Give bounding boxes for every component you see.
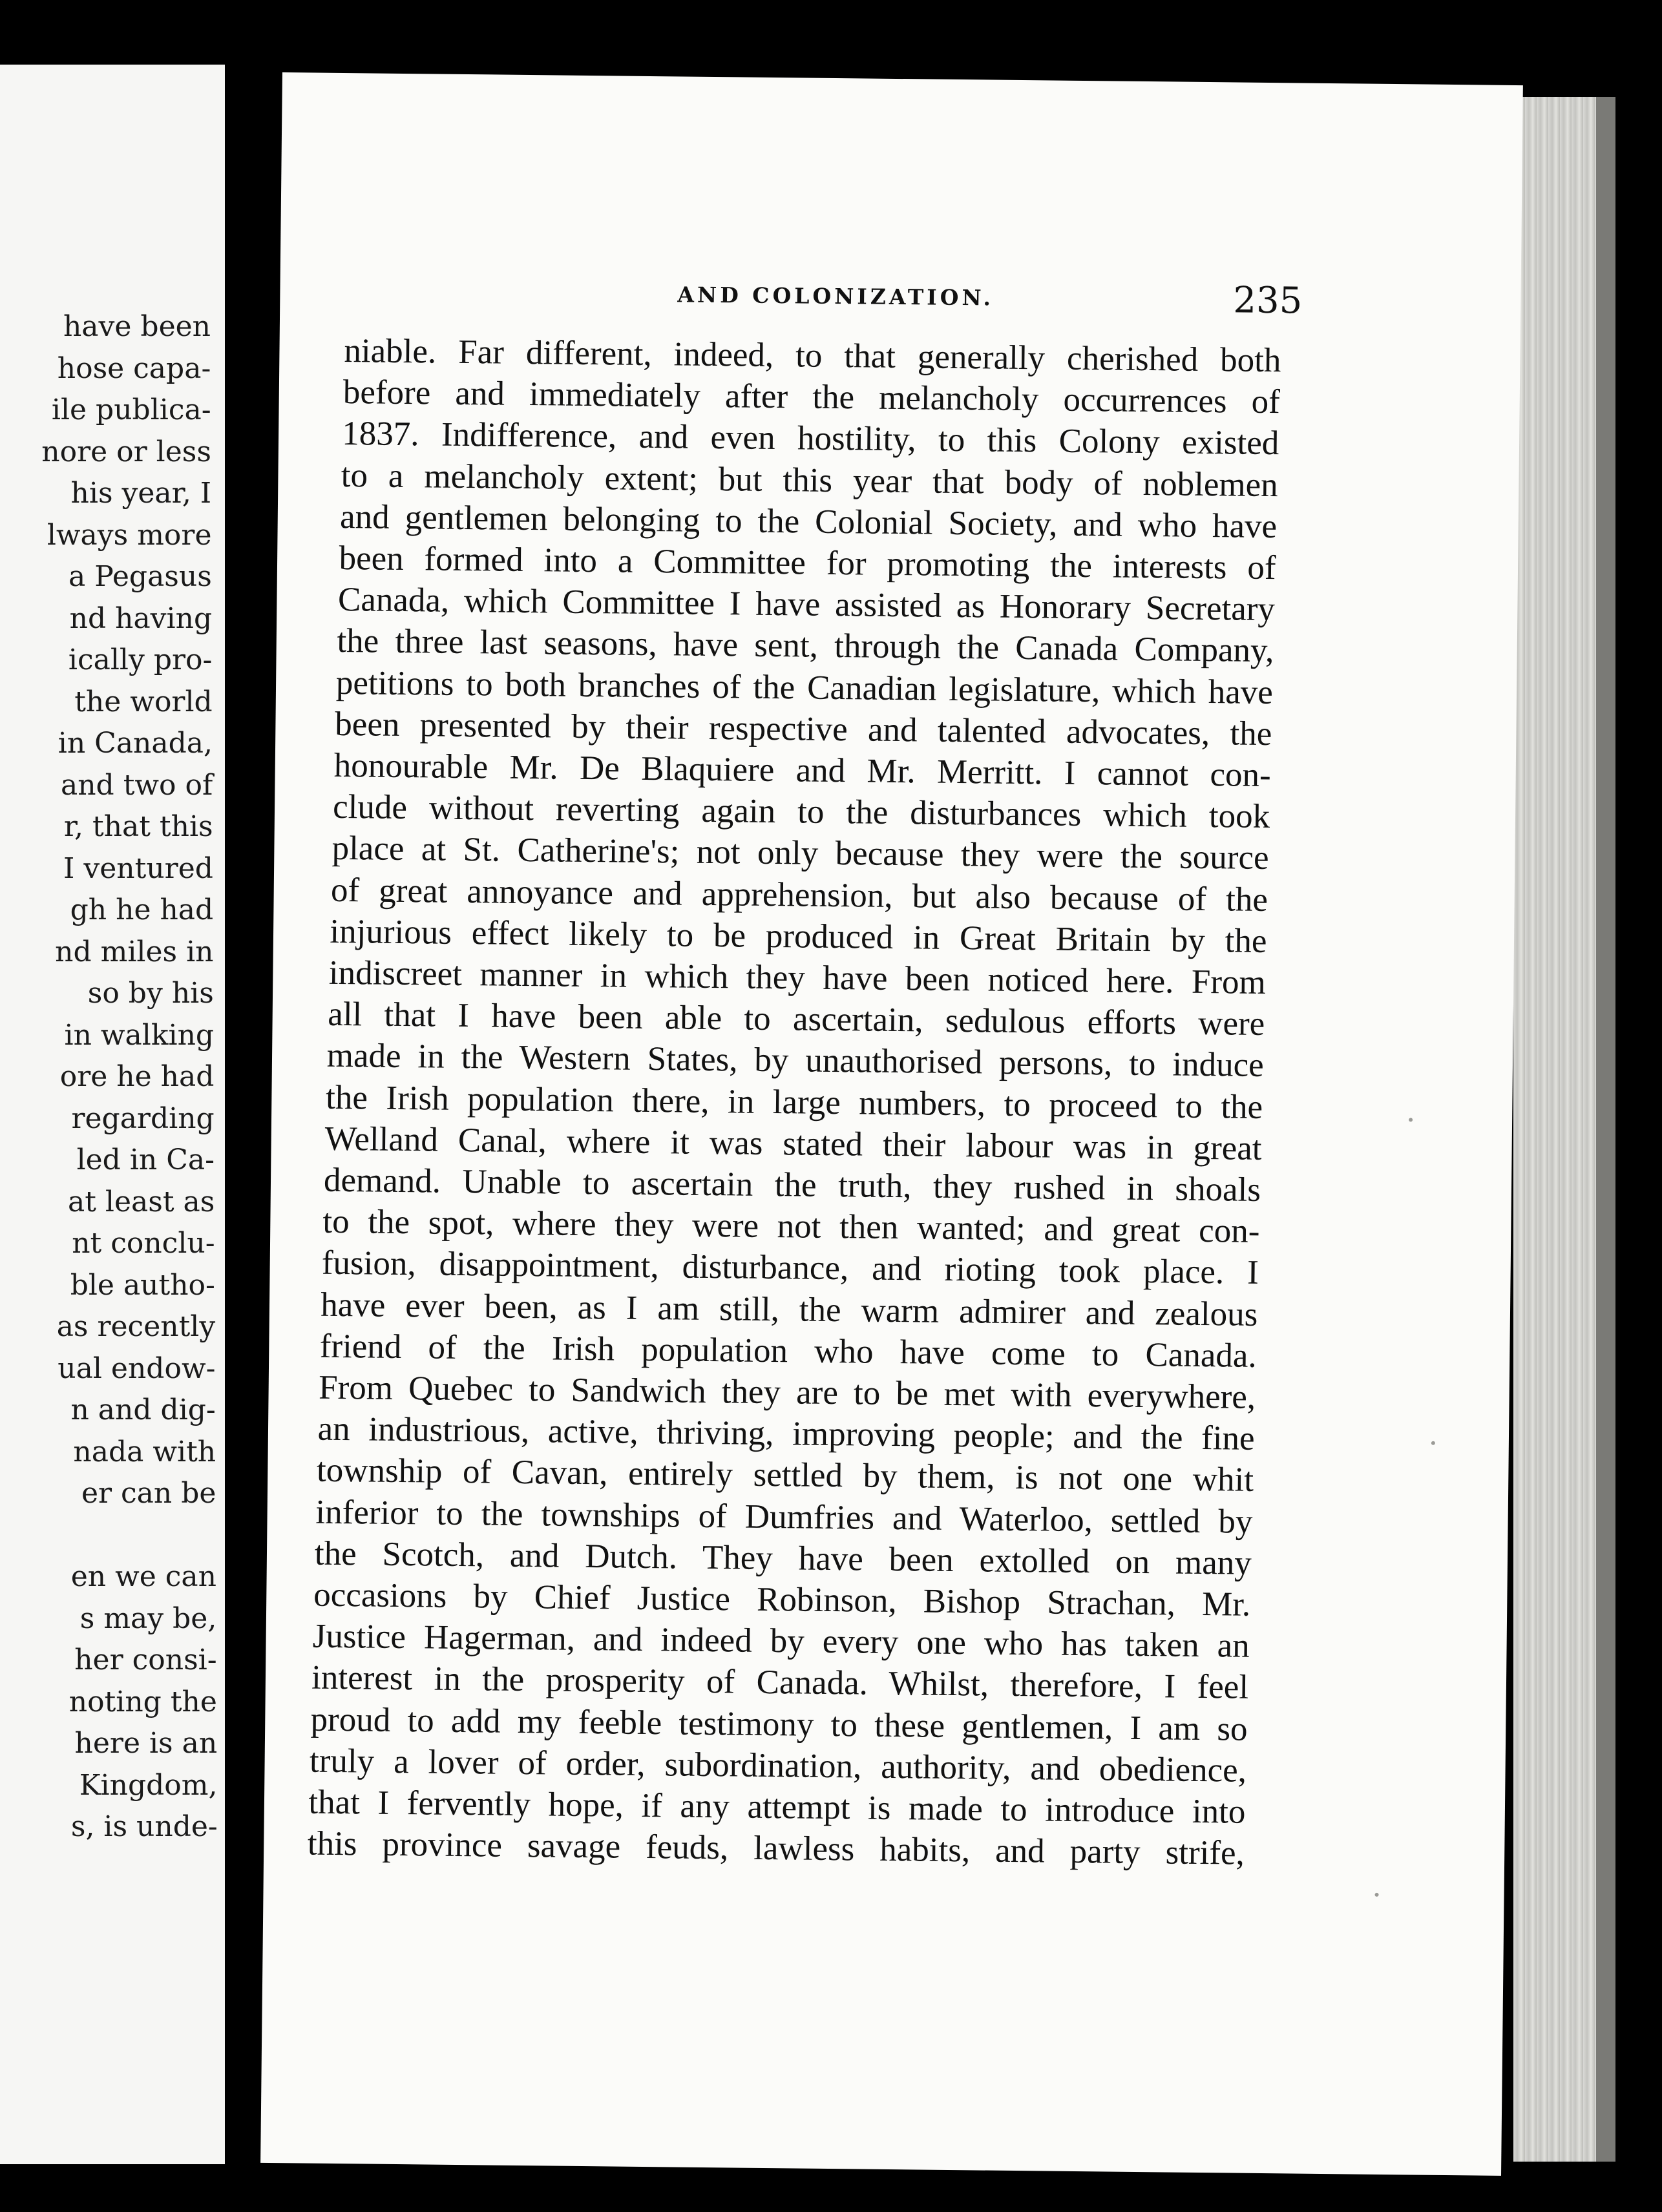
body-line: Welland Canal, where it was stated their labour was in great: [324, 1120, 1262, 1167]
body-line: petitions to both branches of the Canadian legislature, which have: [335, 663, 1274, 711]
left-page-line: gh he had: [70, 893, 214, 926]
left-page-line: a Pegasus: [68, 560, 212, 593]
right-page: [260, 72, 1523, 2176]
body-line: 1837. Indifference, and even hostility, to this Colony existed: [342, 415, 1279, 463]
body-line: have ever been, as I am still, the warm admirer and zealous: [321, 1286, 1258, 1333]
left-page-line: I ventured: [63, 851, 213, 885]
body-line: to the spot, where they were not then wanted; and great con-: [322, 1202, 1260, 1251]
left-page-line: en we can: [70, 1560, 216, 1593]
left-page-line: the world: [74, 685, 213, 718]
body-line: the three last seasons, have sent, through the Canada Company,: [337, 622, 1274, 670]
left-page-line: nt conclu-: [72, 1227, 215, 1260]
left-page-line: lways more: [47, 518, 212, 552]
left-page-line: her consi-: [74, 1643, 217, 1676]
body-line: and gentlemen belonging to the Colonial Society, and who have: [339, 497, 1278, 545]
left-page: [0, 65, 225, 2164]
body-line: the Irish population there, in large numbers, to proceed to the: [325, 1078, 1263, 1126]
left-page-line: nore or less: [41, 435, 211, 468]
body-line: truly a lover of order, subordination, authority, and obedience,: [309, 1742, 1247, 1789]
left-page-line: at least as: [68, 1185, 215, 1218]
left-page-line: nada with: [73, 1435, 216, 1468]
left-page-line: hose capa-: [57, 351, 211, 385]
body-line: Justice Hagerman, and indeed by every one who has taken an: [312, 1617, 1250, 1665]
paper-speck: [1375, 1893, 1379, 1897]
body-line: friend of the Irish population who have come to Canada.: [319, 1327, 1257, 1375]
left-page-line: r, that this: [63, 810, 213, 843]
left-page-line: in Canada,: [58, 727, 213, 760]
left-page-line: s, is unde-: [70, 1810, 218, 1843]
left-page-line: have been: [63, 310, 211, 343]
body-line: before and immediately after the melancholy occurrences of: [342, 373, 1281, 421]
left-page-line: ile publica-: [51, 393, 211, 426]
body-line: fusion, disappointment, disturbance, and rioting took place. I: [321, 1244, 1259, 1292]
left-page-line: in walking: [64, 1018, 215, 1052]
left-page-line: so by his: [87, 977, 214, 1010]
body-line: demand. Unable to ascertain the truth, they rushed in shoals: [323, 1161, 1261, 1209]
body-line: the Scotch, and Dutch. They have been extolled on many: [314, 1534, 1252, 1582]
body-line: of great annoyance and apprehension, but also because of the: [330, 871, 1268, 919]
left-page-line: here is an: [74, 1727, 218, 1760]
paper-speck: [1431, 1441, 1435, 1445]
body-line: honourable Mr. De Blaquiere and Mr. Merritt. I cannot con-: [333, 746, 1271, 795]
left-page-line: nd miles in: [55, 935, 214, 968]
body-line: made in the Western States, by unauthorised persons, to induce: [326, 1037, 1264, 1085]
body-line: inferior to the townships of Dumfries and Waterloo, settled by: [315, 1493, 1253, 1541]
body-line: to a melancholy extent; but this year that body of noblemen: [341, 456, 1279, 504]
left-page-line: led in Ca-: [76, 1143, 215, 1176]
left-page-line: nd having: [69, 601, 213, 635]
left-page-line: as recently: [56, 1310, 216, 1343]
body-line: that I fervently hope, if any attempt is made to introduce into: [308, 1783, 1246, 1831]
running-head: AND COLONIZATION.: [677, 282, 994, 311]
left-page-line: ore he had: [59, 1060, 215, 1093]
body-line: township of Cavan, entirely settled by them, is not one whit: [316, 1452, 1254, 1499]
left-page-line: er can be: [81, 1477, 216, 1510]
body-line: place at St. Catherine's; not only because they were the source: [331, 830, 1269, 877]
body-line: this province savage feuds, lawless habits, and party strife,: [307, 1824, 1245, 1872]
body-line: all that I have been able to ascertain, sedulous efforts were: [328, 996, 1265, 1043]
left-page-line: ual endow-: [58, 1351, 216, 1385]
left-page-line: ically pro-: [68, 643, 213, 676]
left-page-line: noting the: [68, 1685, 217, 1718]
left-page-line: s may be,: [79, 1602, 217, 1635]
body-line: niable. Far different, indeed, to that generally cherished both: [344, 332, 1281, 380]
body-line: an industrious, active, thriving, improving people; and the fine: [317, 1410, 1255, 1458]
left-page-line: ble autho-: [70, 1268, 215, 1302]
paper-speck: [1409, 1118, 1413, 1122]
left-page-line: his year, I: [70, 477, 212, 510]
left-page-line: and two of: [60, 768, 213, 802]
page-edges: [1513, 97, 1604, 2162]
body-line: been formed into a Committee for promoting the interests of: [339, 539, 1276, 587]
left-page-line: regarding: [71, 1101, 215, 1135]
left-page-line: Kingdom,: [79, 1768, 218, 1802]
page-number: 235: [1233, 279, 1303, 322]
page-edge-shadow: [1596, 97, 1615, 2162]
body-line: injurious effect likely to be produced in Great Britain by the: [330, 912, 1267, 960]
body-line: From Quebec to Sandwich they are to be met with everywhere,: [318, 1368, 1256, 1416]
body-line: Canada, which Committee I have assisted as Honorary Secretary: [337, 581, 1276, 629]
body-line: indiscreet manner in which they have been noticed here. From: [328, 954, 1267, 1002]
body-line: been presented by their respective and talented advocates, the: [335, 705, 1272, 753]
body-line: proud to add my feeble testimony to these gentlemen, I am so: [310, 1700, 1248, 1748]
body-line: occasions by Chief Justice Robinson, Bishop Strachan, Mr.: [313, 1576, 1251, 1623]
left-page-line: n and dig-: [70, 1393, 216, 1426]
body-line: interest in the prosperity of Canada. Whilst, therefore, I feel: [311, 1659, 1249, 1707]
body-line: clude without reverting again to the disturbances which took: [332, 788, 1270, 836]
